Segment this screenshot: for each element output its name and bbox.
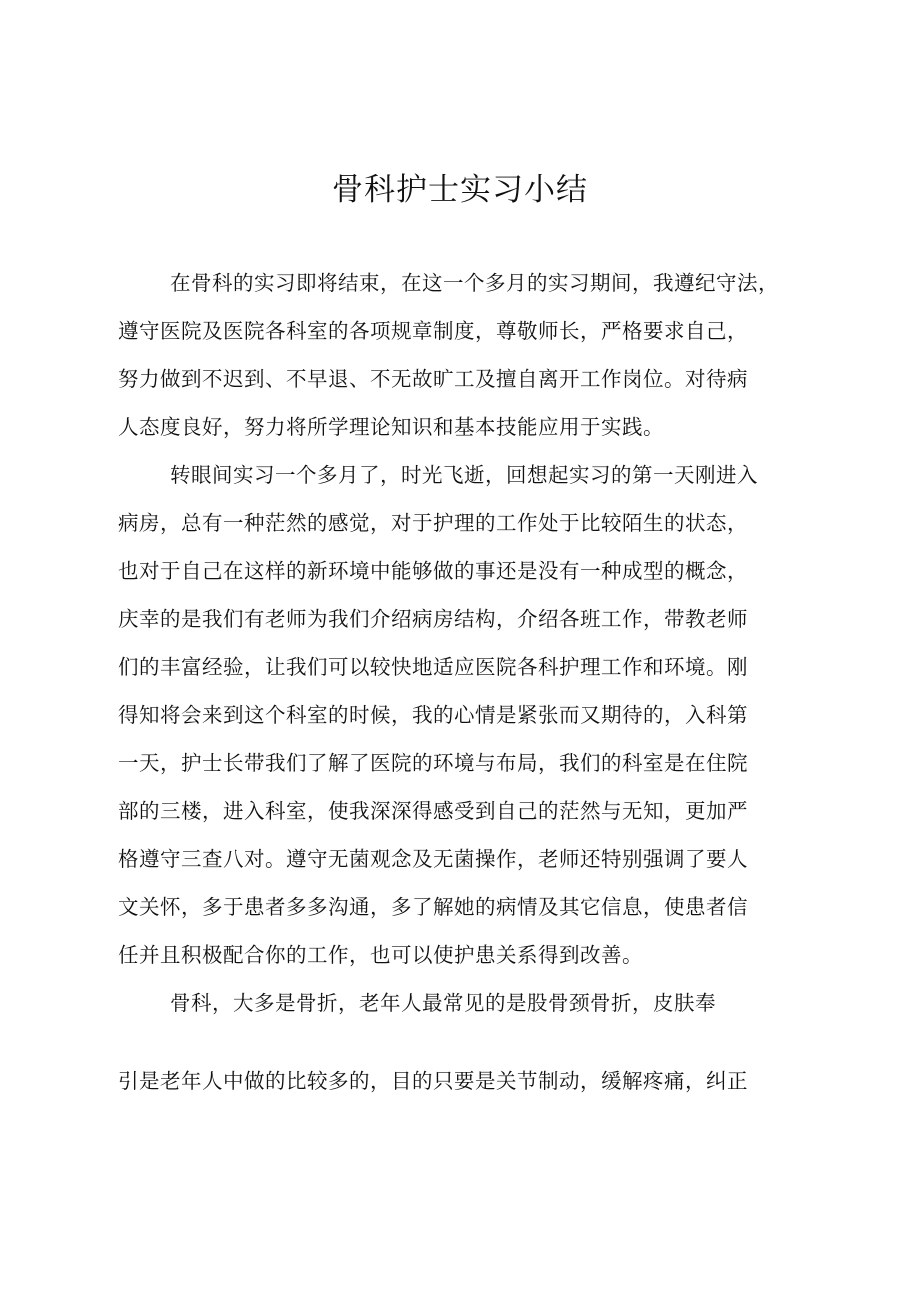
paragraph-2-line-2: 病房，总有一种茫然的感觉，对于护理的工作处于比较陌生的状态， — [118, 511, 748, 535]
paragraph-2-line-5: 们的丰富经验，让我们可以较快地适应医院各科护理工作和环境。刚 — [118, 655, 748, 679]
document-title: 骨科护士实习小结 — [332, 172, 588, 208]
paragraph-1-line-3: 努力做到不迟到、不早退、不无故旷工及擅自离开工作岗位。对待病 — [118, 367, 748, 391]
paragraph-2-line-7: 一天，护士长带我们了解了医院的环境与布局，我们的科室是在住院 — [118, 751, 748, 775]
paragraph-2-line-10: 文关怀，多于患者多多沟通，多了解她的病情及其它信息，使患者信 — [118, 895, 748, 919]
paragraph-2-line-11: 任并且积极配合你的工作，也可以使护患关系得到改善。 — [118, 943, 643, 967]
paragraph-1-line-4: 人态度良好，努力将所学理论知识和基本技能应用于实践。 — [118, 415, 664, 439]
paragraph-2-line-6: 得知将会来到这个科室的时候，我的心情是紧张而又期待的，入科第 — [118, 703, 748, 727]
paragraph-2-line-4: 庆幸的是我们有老师为我们介绍病房结构，介绍各班工作，带教老师 — [118, 607, 748, 631]
paragraph-1-line-2: 遵守医院及医院各科室的各项规章制度，尊敬师长，严格要求自己， — [118, 319, 748, 343]
paragraph-2-line-3: 也对于自己在这样的新环境中能够做的事还是没有一种成型的概念， — [118, 559, 748, 583]
paragraph-2-line-8: 部的三楼，进入科室，使我深深得感受到自己的茫然与无知，更加严 — [118, 799, 748, 823]
paragraph-1-line-1: 在骨科的实习即将结束，在这一个多月的实习期间，我遵纪守法， — [170, 271, 779, 295]
paragraph-3-line-1: 骨科，大多是骨折，老年人最常见的是股骨颈骨折，皮肤奉 — [170, 991, 716, 1015]
paragraph-2-line-9: 格遵守三查八对。遵守无菌观念及无菌操作，老师还特别强调了要人 — [118, 847, 748, 871]
paragraph-2-line-1: 转眼间实习一个多月了，时光飞逝，回想起实习的第一天刚进入 — [170, 463, 758, 487]
paragraph-3-line-2: 引是老年人中做的比较多的，目的只要是关节制动，缓解疼痛，纠正 — [118, 1069, 748, 1093]
